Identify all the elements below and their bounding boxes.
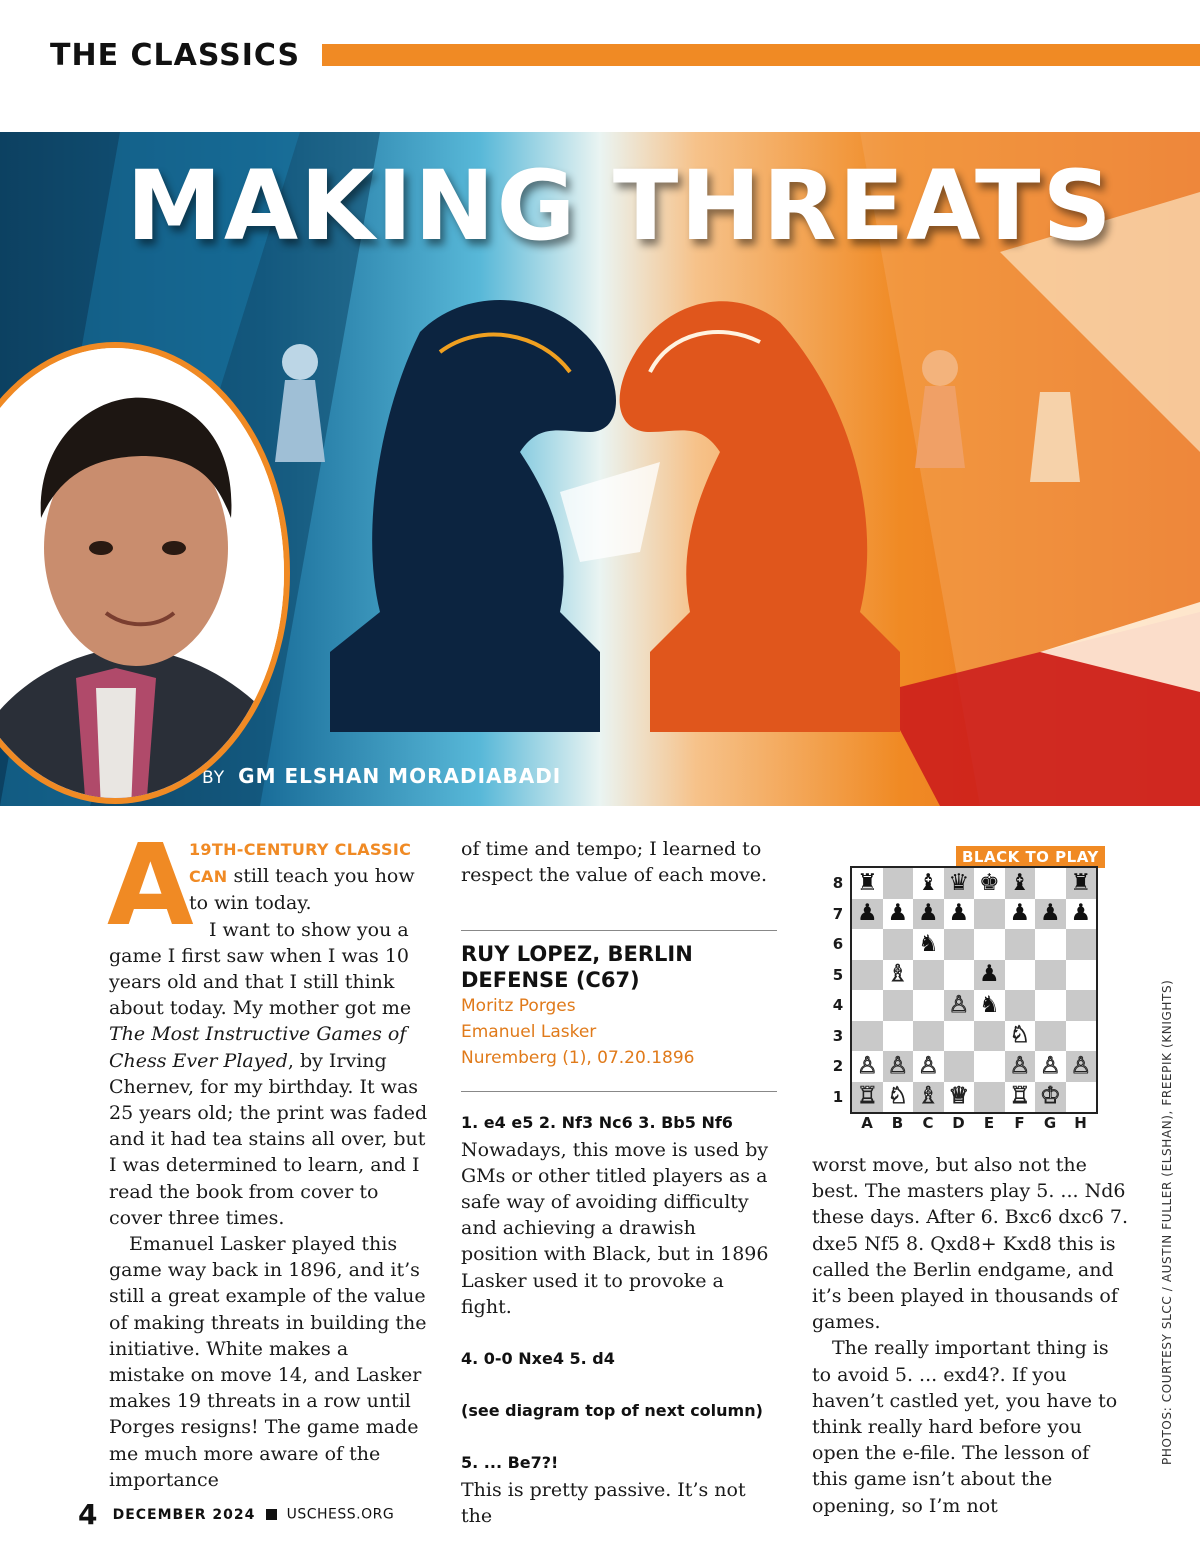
divider [461, 1091, 777, 1092]
white-bishop-icon: ♗ [887, 961, 909, 988]
square-b8 [883, 868, 914, 899]
square-d3 [944, 1021, 975, 1052]
paragraph [109, 917, 429, 1231]
black-rook-icon: ♜ [856, 869, 878, 896]
white-player: Moritz Porges [461, 996, 576, 1017]
rank-label: 7 [832, 904, 844, 923]
white-king-icon: ♔ [1039, 1083, 1061, 1110]
paragraph-text: , by Irving Chernev, for my birthday. It was 25 years old; the print was faded and it had tea stains all over, but I was determined to learn, and I read the book from cover to cover three times. [109, 1049, 428, 1229]
square-g3 [1035, 1021, 1066, 1052]
white-pawn-icon: ♙ [1070, 1052, 1092, 1079]
drop-cap [107, 821, 194, 951]
white-pawn-icon: ♙ [917, 1052, 939, 1079]
divider [461, 930, 777, 931]
rank-label: 6 [832, 935, 844, 953]
commentary: Nowadays, this move is used by GMs or other titled players as a safe way of avoiding difficulty and achieving a drawish position with Black, but in 1896 Lasker used it to provoke a fight. [461, 1138, 769, 1318]
commentary: This is pretty passive. It’s not the [461, 1478, 746, 1527]
square-b7 [883, 899, 914, 930]
black-pawn-icon: ♟ [1070, 900, 1092, 927]
file-label: A [861, 1114, 873, 1132]
square-c1 [913, 1082, 944, 1113]
square-a4 [852, 990, 883, 1021]
white-knight-icon: ♘ [1009, 1022, 1031, 1049]
article-title: MAKING THREATS [126, 150, 1114, 262]
paragraph: The really important thing is to avoid 5. ... exd4?. If you haven’t castled yet, you have to think really hard before you open the e-file. The lesson of this game isn’t about the opening, so I’m not [812, 1337, 1118, 1517]
square-a7 [852, 899, 883, 930]
byline [202, 764, 561, 788]
square-h6 [1066, 929, 1097, 960]
rank-label: 8 [832, 874, 844, 892]
square-b1 [883, 1082, 914, 1113]
page-number: 4 [78, 1498, 98, 1531]
book-title: The Most Instructive Games of Chess Ever Played [109, 1023, 407, 1072]
square-d2 [944, 1051, 975, 1082]
square-a8 [852, 868, 883, 899]
black-rook-icon: ♜ [1070, 869, 1092, 896]
black-pawn-icon: ♟ [948, 900, 970, 927]
square-h8 [1066, 868, 1097, 899]
file-label: C [922, 1114, 934, 1132]
square-c3 [913, 1021, 944, 1052]
white-bishop-icon: ♗ [917, 1083, 939, 1110]
rank-label: 4 [832, 996, 844, 1014]
black-bishop-icon: ♝ [917, 869, 939, 896]
black-pawn-icon: ♟ [1009, 900, 1031, 927]
article-column-2 [461, 836, 777, 1529]
square-g8 [1035, 868, 1066, 899]
square-f6 [1005, 929, 1036, 960]
square-e7 [974, 899, 1005, 930]
black-knight-icon: ♞ [917, 930, 939, 957]
website: USCHESS.ORG [286, 1506, 395, 1523]
square-e8 [974, 868, 1005, 899]
black-bishop-icon: ♝ [1009, 869, 1031, 896]
paragraph: of time and tempo; I learned to respect the value of each move. [461, 838, 768, 887]
paragraph: worst move, but also not the best. The masters play 5. ... Nd6 these days. After 6. Bxc6 dxc6 7. dxe5 Nf5 8. Qxd8+ Kxd8 this is called the Berlin endgame, and it’s been played in thousands of games. [812, 1154, 1129, 1334]
diagram-caption: BLACK TO PLAY [956, 846, 1105, 868]
square-f7 [1005, 899, 1036, 930]
square-b2 [883, 1051, 914, 1082]
article-column-1 [107, 821, 429, 1493]
square-g7 [1035, 899, 1066, 930]
black-king-icon: ♚ [978, 869, 1000, 896]
separator-square [266, 1509, 277, 1520]
white-pawn-icon: ♙ [1039, 1052, 1061, 1079]
black-pawn-icon: ♟ [1039, 900, 1061, 927]
square-g1 [1035, 1082, 1066, 1113]
square-a2 [852, 1051, 883, 1082]
square-d4 [944, 990, 975, 1021]
square-g6 [1035, 929, 1066, 960]
moves: 1. e4 e5 2. Nf3 Nc6 3. Bb5 Nf6 [461, 1113, 733, 1133]
article-column-3 [812, 1152, 1128, 1519]
square-f4 [1005, 990, 1036, 1021]
square-h2 [1066, 1051, 1097, 1082]
white-knight-icon: ♘ [887, 1083, 909, 1110]
game-title: RUY LOPEZ, BERLIN DEFENSE (C67) [461, 942, 693, 993]
file-label: B [891, 1114, 904, 1132]
square-g4 [1035, 990, 1066, 1021]
square-f1 [1005, 1082, 1036, 1113]
paragraph: Emanuel Lasker played this game way back in 1896, and it’s still a great example of the value of making threats in building the initiative. White makes a mistake on move 14, and Lasker makes 19 threats in a row until Porges resigns! The game made me much more aware of the importance [109, 1233, 427, 1491]
paragraph-text: I want to show you a game I first saw when I was 10 years old and that I still think about today. My mother got me [109, 918, 412, 1020]
diagram-reference: (see diagram top of next column) [461, 1401, 763, 1421]
square-e4 [974, 990, 1005, 1021]
white-rook-icon: ♖ [856, 1083, 878, 1110]
square-c7 [913, 899, 944, 930]
rank-label: 5 [832, 965, 844, 984]
square-e2 [974, 1051, 1005, 1082]
square-h7 [1066, 899, 1097, 930]
square-c2 [913, 1051, 944, 1082]
square-b3 [883, 1021, 914, 1052]
file-label: F [1014, 1114, 1025, 1132]
chess-board [850, 866, 1098, 1114]
square-b5 [883, 960, 914, 991]
square-f3 [1005, 1021, 1036, 1052]
black-knight-icon: ♞ [978, 991, 1000, 1018]
black-pawn-icon: ♟ [917, 900, 939, 927]
square-e1 [974, 1082, 1005, 1113]
moves: 4. 0-0 Nxe4 5. d4 [461, 1349, 615, 1369]
white-pawn-icon: ♙ [948, 991, 970, 1018]
square-c5 [913, 960, 944, 991]
section-bar [322, 44, 1200, 66]
black-player: Emanuel Lasker [461, 1022, 597, 1043]
black-pawn-icon: ♟ [856, 900, 878, 927]
byline-prefix: BY [202, 768, 226, 788]
white-rook-icon: ♖ [1009, 1083, 1031, 1110]
square-a5 [852, 960, 883, 991]
square-d5 [944, 960, 975, 991]
square-c6 [913, 929, 944, 960]
square-d7 [944, 899, 975, 930]
section-label: THE CLASSICS [50, 38, 301, 73]
square-h5 [1066, 960, 1097, 991]
square-h4 [1066, 990, 1097, 1021]
white-queen-icon: ♕ [948, 1083, 970, 1110]
square-f5 [1005, 960, 1036, 991]
moves: 5. ... Be7?! [461, 1453, 559, 1473]
chess-diagram [826, 842, 1126, 1132]
square-c4 [913, 990, 944, 1021]
square-e5 [974, 960, 1005, 991]
square-e3 [974, 1021, 1005, 1052]
file-label: H [1074, 1114, 1087, 1132]
white-pawn-icon: ♙ [1009, 1052, 1031, 1079]
file-label: D [952, 1114, 965, 1132]
photo-credit: PHOTOS: COURTESY SLCC / AUSTIN FULLER (ELSHAN), FREEPIK (KNIGHTS) [1160, 979, 1174, 1465]
issue-date: DECEMBER 2024 [112, 1506, 256, 1523]
black-pawn-icon: ♟ [978, 961, 1000, 988]
author-name: GM ELSHAN MORADIABADI [238, 764, 562, 788]
rank-label: 3 [832, 1026, 844, 1045]
white-pawn-icon: ♙ [856, 1052, 878, 1079]
square-d1 [944, 1082, 975, 1113]
square-a1 [852, 1082, 883, 1113]
file-label: G [1043, 1114, 1057, 1132]
drop-cap-letter: A [107, 821, 194, 951]
black-queen-icon: ♛ [948, 869, 970, 896]
square-h1 [1066, 1082, 1097, 1113]
square-h3 [1066, 1021, 1097, 1052]
square-a3 [852, 1021, 883, 1052]
square-f8 [1005, 868, 1036, 899]
square-d8 [944, 868, 975, 899]
white-pawn-icon: ♙ [887, 1052, 909, 1079]
rank-label: 1 [832, 1087, 844, 1106]
square-f2 [1005, 1051, 1036, 1082]
square-d6 [944, 929, 975, 960]
game-event: Nuremberg (1), 07.20.1896 [461, 1048, 695, 1069]
rank-label: 2 [832, 1057, 844, 1075]
square-c8 [913, 868, 944, 899]
square-b6 [883, 929, 914, 960]
square-a6 [852, 929, 883, 960]
square-e6 [974, 929, 1005, 960]
square-g2 [1035, 1051, 1066, 1082]
file-label: E [983, 1114, 995, 1132]
square-g5 [1035, 960, 1066, 991]
square-b4 [883, 990, 914, 1021]
lead-in: 19TH-CENTURY CLASSIC CAN [189, 840, 412, 887]
page-footer [78, 1498, 394, 1531]
black-pawn-icon: ♟ [887, 900, 909, 927]
lead-rest: still teach you how to win today. [189, 865, 415, 915]
